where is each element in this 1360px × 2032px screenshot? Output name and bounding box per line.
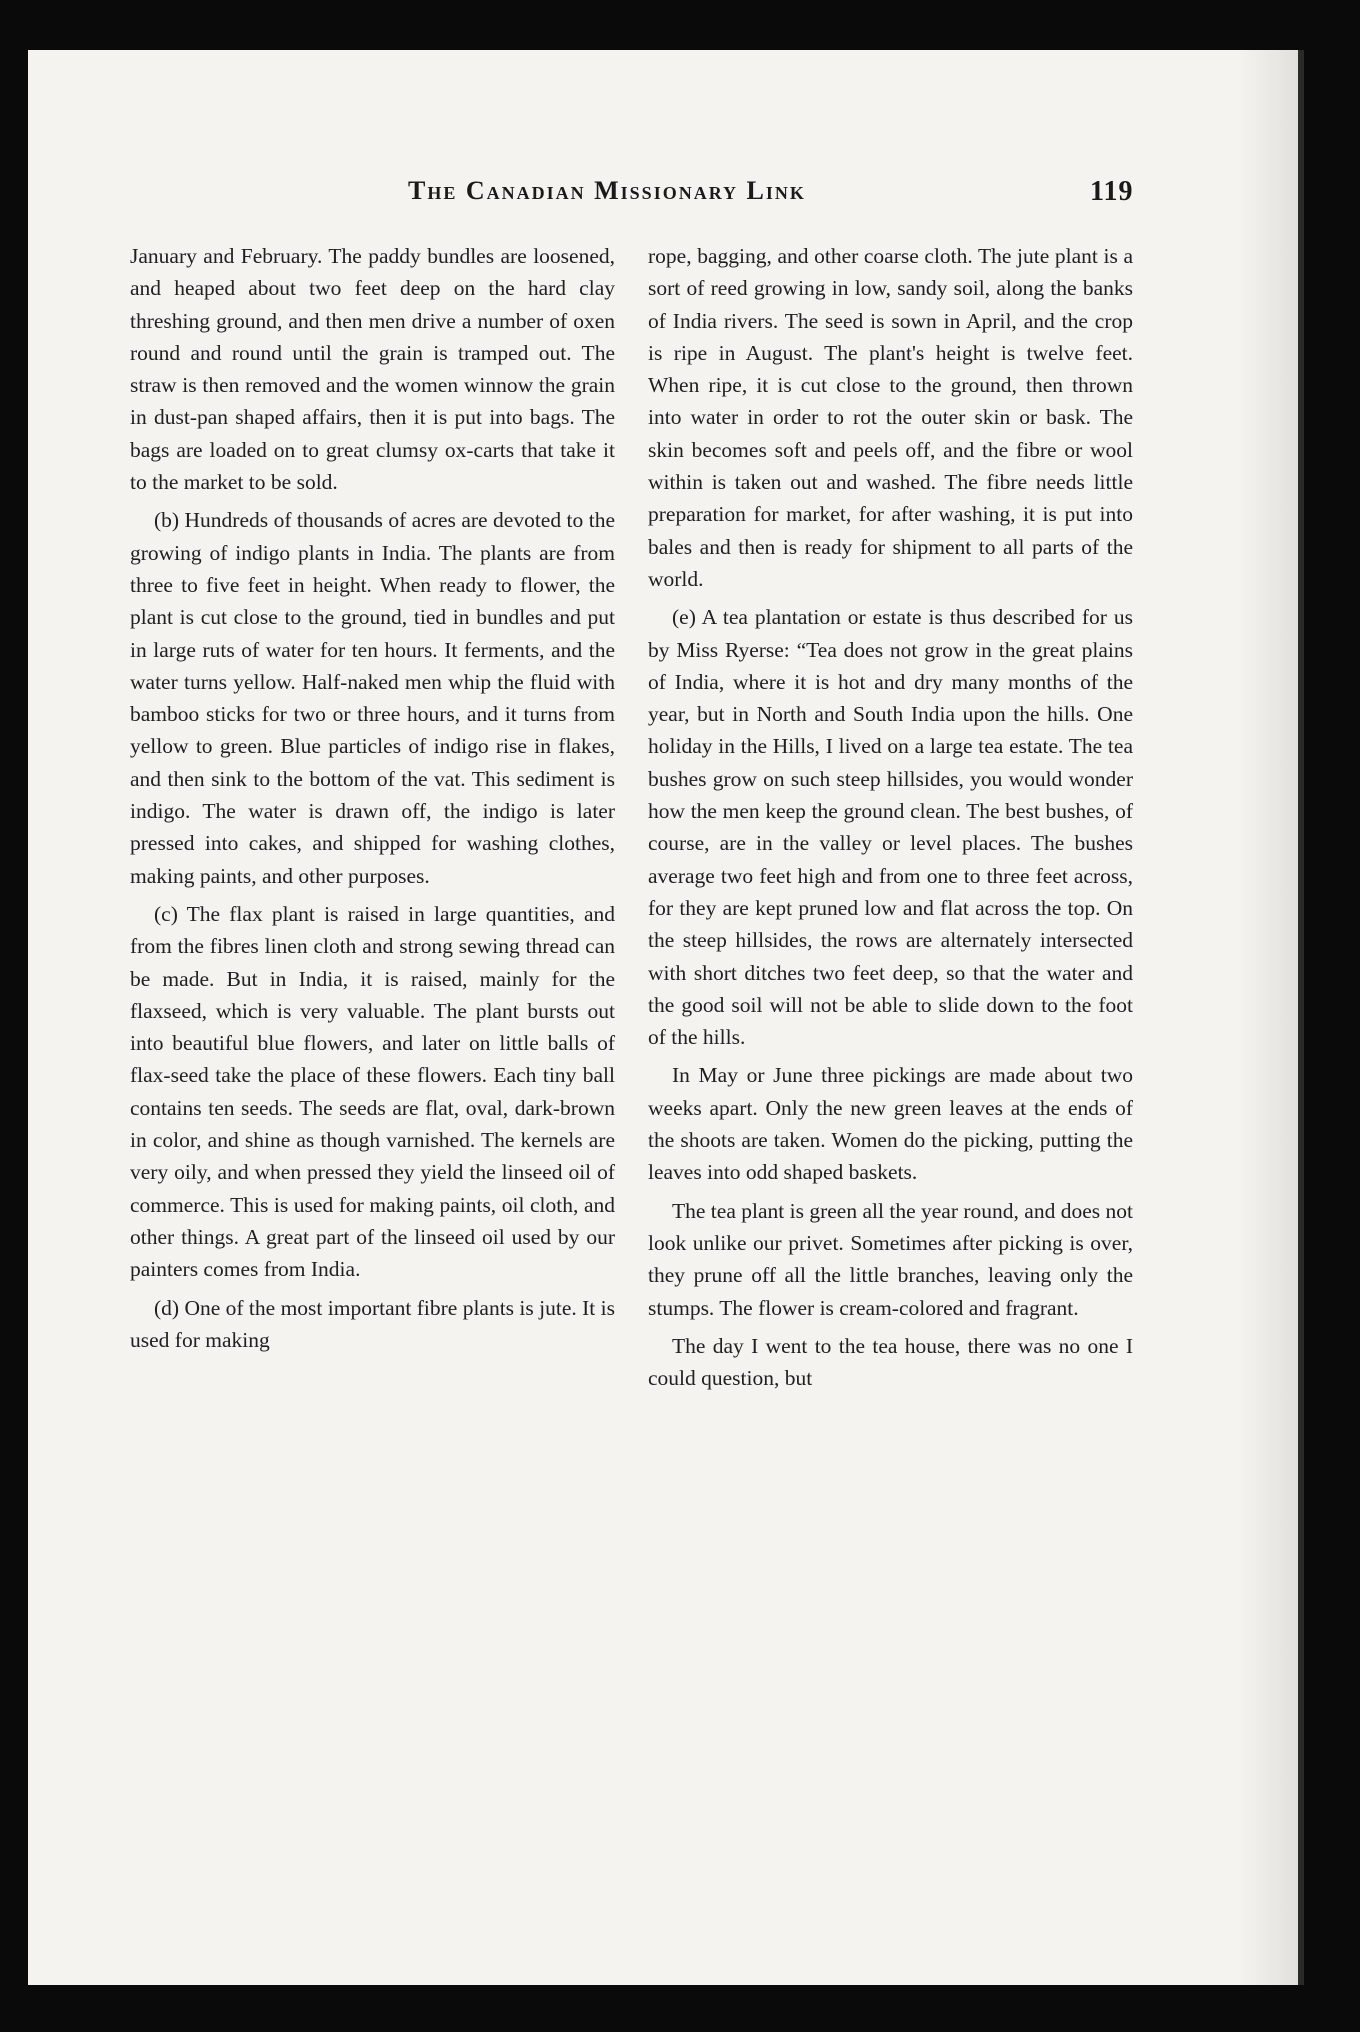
paragraph: (e) A tea plantation or estate is thus described for us by Miss Ryerse: “Tea does not grow in the great plains of India, where it is hot and dry many months of the year, but in North and South India upon the hills. One holiday in the Hills, I lived on a large tea estate. The tea bushes grow on such steep hillsides, you would wonder how the men keep the ground clean. The best bushes, of course, are in the valley or level places. The bushes average two feet high and from one to three feet across, for they are kept pruned low and flat across the top. On the steep hillsides, the rows are alternately intersected with short ditches two feet deep, so that the water and the good soil will not be able to slide down to the foot of the hills. — [648, 605, 1133, 1050]
paragraph: In May or June three pickings are made about two weeks apart. Only the new green leaves at the ends of the shoots are taken. Women do the picking, putting the leaves into odd shaped baskets. — [648, 1063, 1133, 1185]
left-column — [130, 240, 615, 1362]
paragraph: rope, bagging, and other coarse cloth. The jute plant is a sort of reed growing in low, sandy soil, along the banks of India rivers. The seed is sown in April, and the crop is ripe in August. The plant's height is twelve feet. When ripe, it is cut close to the ground, then thrown into water in order to rot the outer skin or bask. The skin becomes soft and peels off, and the fibre or wool within is taken out and washed. The fibre needs little preparation for market, for after washing, it is put into bales and then is ready for shipment to all parts of the world. — [648, 244, 1133, 591]
page — [28, 50, 1304, 1985]
page-header — [28, 176, 1298, 216]
paragraph: (d) One of the most important fibre plants is jute. It is used for making — [130, 1295, 615, 1352]
paragraph: January and February. The paddy bundles are loosened, and heaped about two feet deep on the hard clay threshing ground, and then men drive a number of oxen round and round until the grain is tramped out. The straw is then removed and the women winnow the grain in dust-pan shaped affairs, then it is put into bags. The bags are loaded on to great clumsy ox-carts that take it to the market to be sold. — [130, 244, 615, 495]
right-column — [648, 240, 1133, 1400]
paragraph: (b) Hundreds of thousands of acres are devoted to the growing of indigo plants in India. The plants are from three to five feet in height. When ready to flower, the plant is cut close to the ground, tied in bundles and put in large ruts of water for ten hours. It ferments, and the water turns yellow. Half-naked men whip the fluid with bamboo sticks for two or three hours, and it turns from yellow to green. Blue particles of indigo rise in flakes, and then sink to the bottom of the vat. This sediment is indigo. The water is drawn off, the indigo is later pressed into cakes, and shipped for washing clothes, making paints, and other purposes. — [130, 508, 615, 888]
running-head: The Canadian Missionary Link — [408, 176, 806, 205]
paragraph: The day I went to the tea house, there was no one I could question, but — [648, 1333, 1133, 1391]
paragraph: (c) The flax plant is raised in large quantities, and from the fibres linen cloth and strong sewing thread can be made. But in India, it is raised, mainly for the flaxseed, which is very valuable. The plant bursts out into beautiful blue flowers, and later on little balls of flax-seed take the place of these flowers. Each tiny ball contains ten seeds. The seeds are flat, oval, dark-brown in color, and shine as though varnished. The kernels are very oily, and when pressed they yield the linseed oil of commerce. This is used for making paints, oil cloth, and other things. A great part of the linseed oil used by our painters comes from India. — [130, 901, 615, 1282]
page-number: 119 — [1090, 176, 1134, 207]
paragraph: The tea plant is green all the year round, and does not look unlike our privet. Sometimes after picking is over, they prune off all the little branches, leaving only the stumps. The flower is cream-colored and fragrant. — [648, 1198, 1133, 1320]
